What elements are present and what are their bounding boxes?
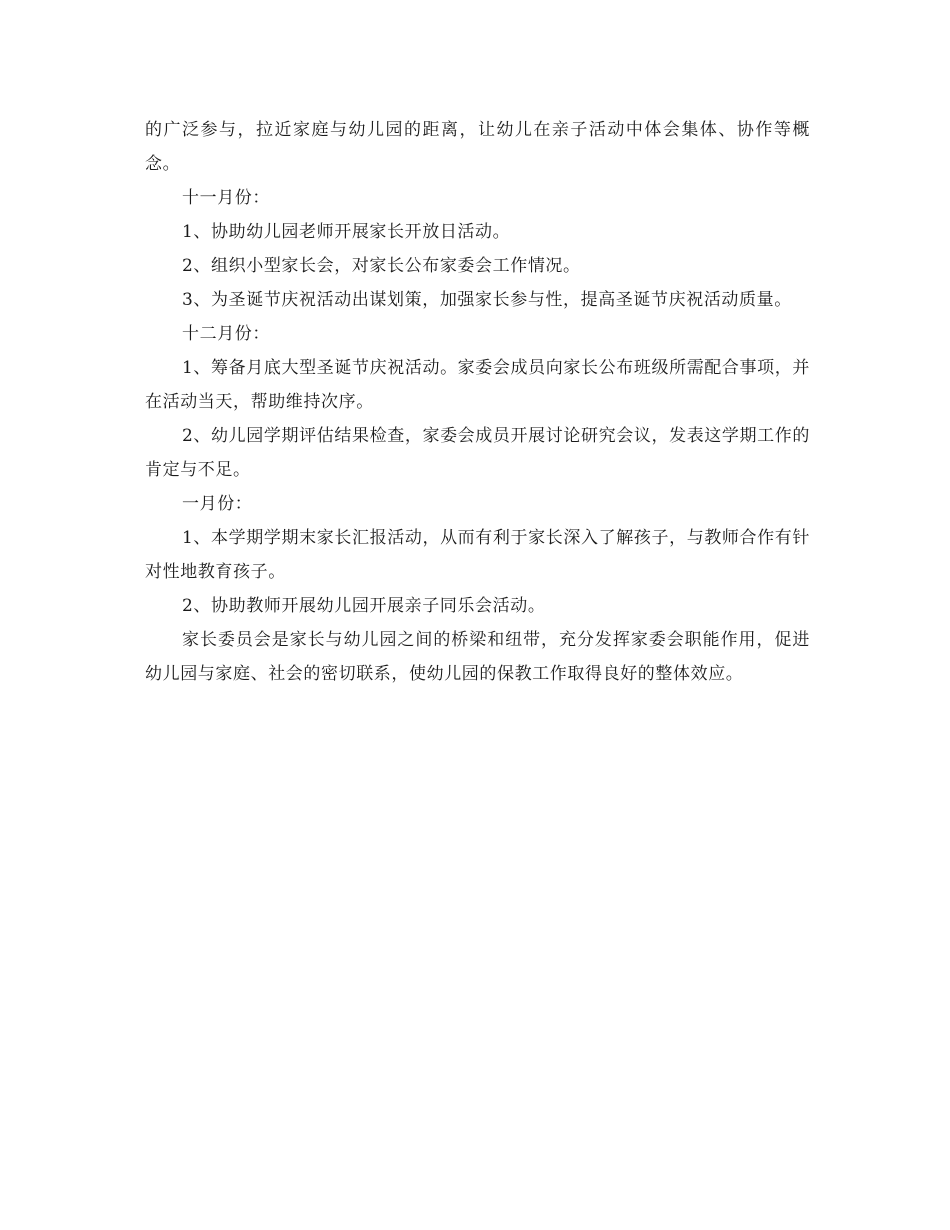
list-item-december-2: 2、幼儿园学期评估结果检查，家委会成员开展讨论研究会议，发表这学期工作的肯定与不足。: [145, 426, 810, 480]
paragraph-continuation: 的广泛参与，拉近家庭与幼儿园的距离，让幼儿在亲子活动中体会集体、协作等概念。: [145, 120, 810, 174]
list-item-november-3: 3、为圣诞节庆祝活动出谋划策，加强家长参与性，提高圣诞节庆祝活动质量。: [182, 290, 792, 310]
list-item-january-2: 2、协助教师开展幼儿园开展亲子同乐会活动。: [182, 596, 546, 616]
closing-paragraph: 家长委员会是家长与幼儿园之间的桥梁和纽带，充分发挥家委会职能作用，促进幼儿园与家庭、社会的密切联系，使幼儿园的保教工作取得良好的整体效应。: [145, 630, 810, 684]
list-item-november-1: 1、协助幼儿园老师开展家长开放日活动。: [182, 222, 511, 242]
section-heading-november: 十一月份：: [182, 188, 270, 208]
document-body: [145, 113, 810, 691]
section-heading-december: 十二月份：: [182, 324, 270, 344]
section-heading-january: 一月份：: [182, 494, 253, 514]
list-item-december-1: 1、筹备月底大型圣诞节庆祝活动。家委会成员向家长公布班级所需配合事项，并在活动当天，帮助维持次序。: [145, 358, 810, 412]
list-item-november-2: 2、组织小型家长会，对家长公布家委会工作情况。: [182, 256, 581, 276]
list-item-january-1: 1、本学期学期末家长汇报活动，从而有利于家长深入了解孩子，与教师合作有针对性地教育孩子。: [145, 528, 810, 582]
